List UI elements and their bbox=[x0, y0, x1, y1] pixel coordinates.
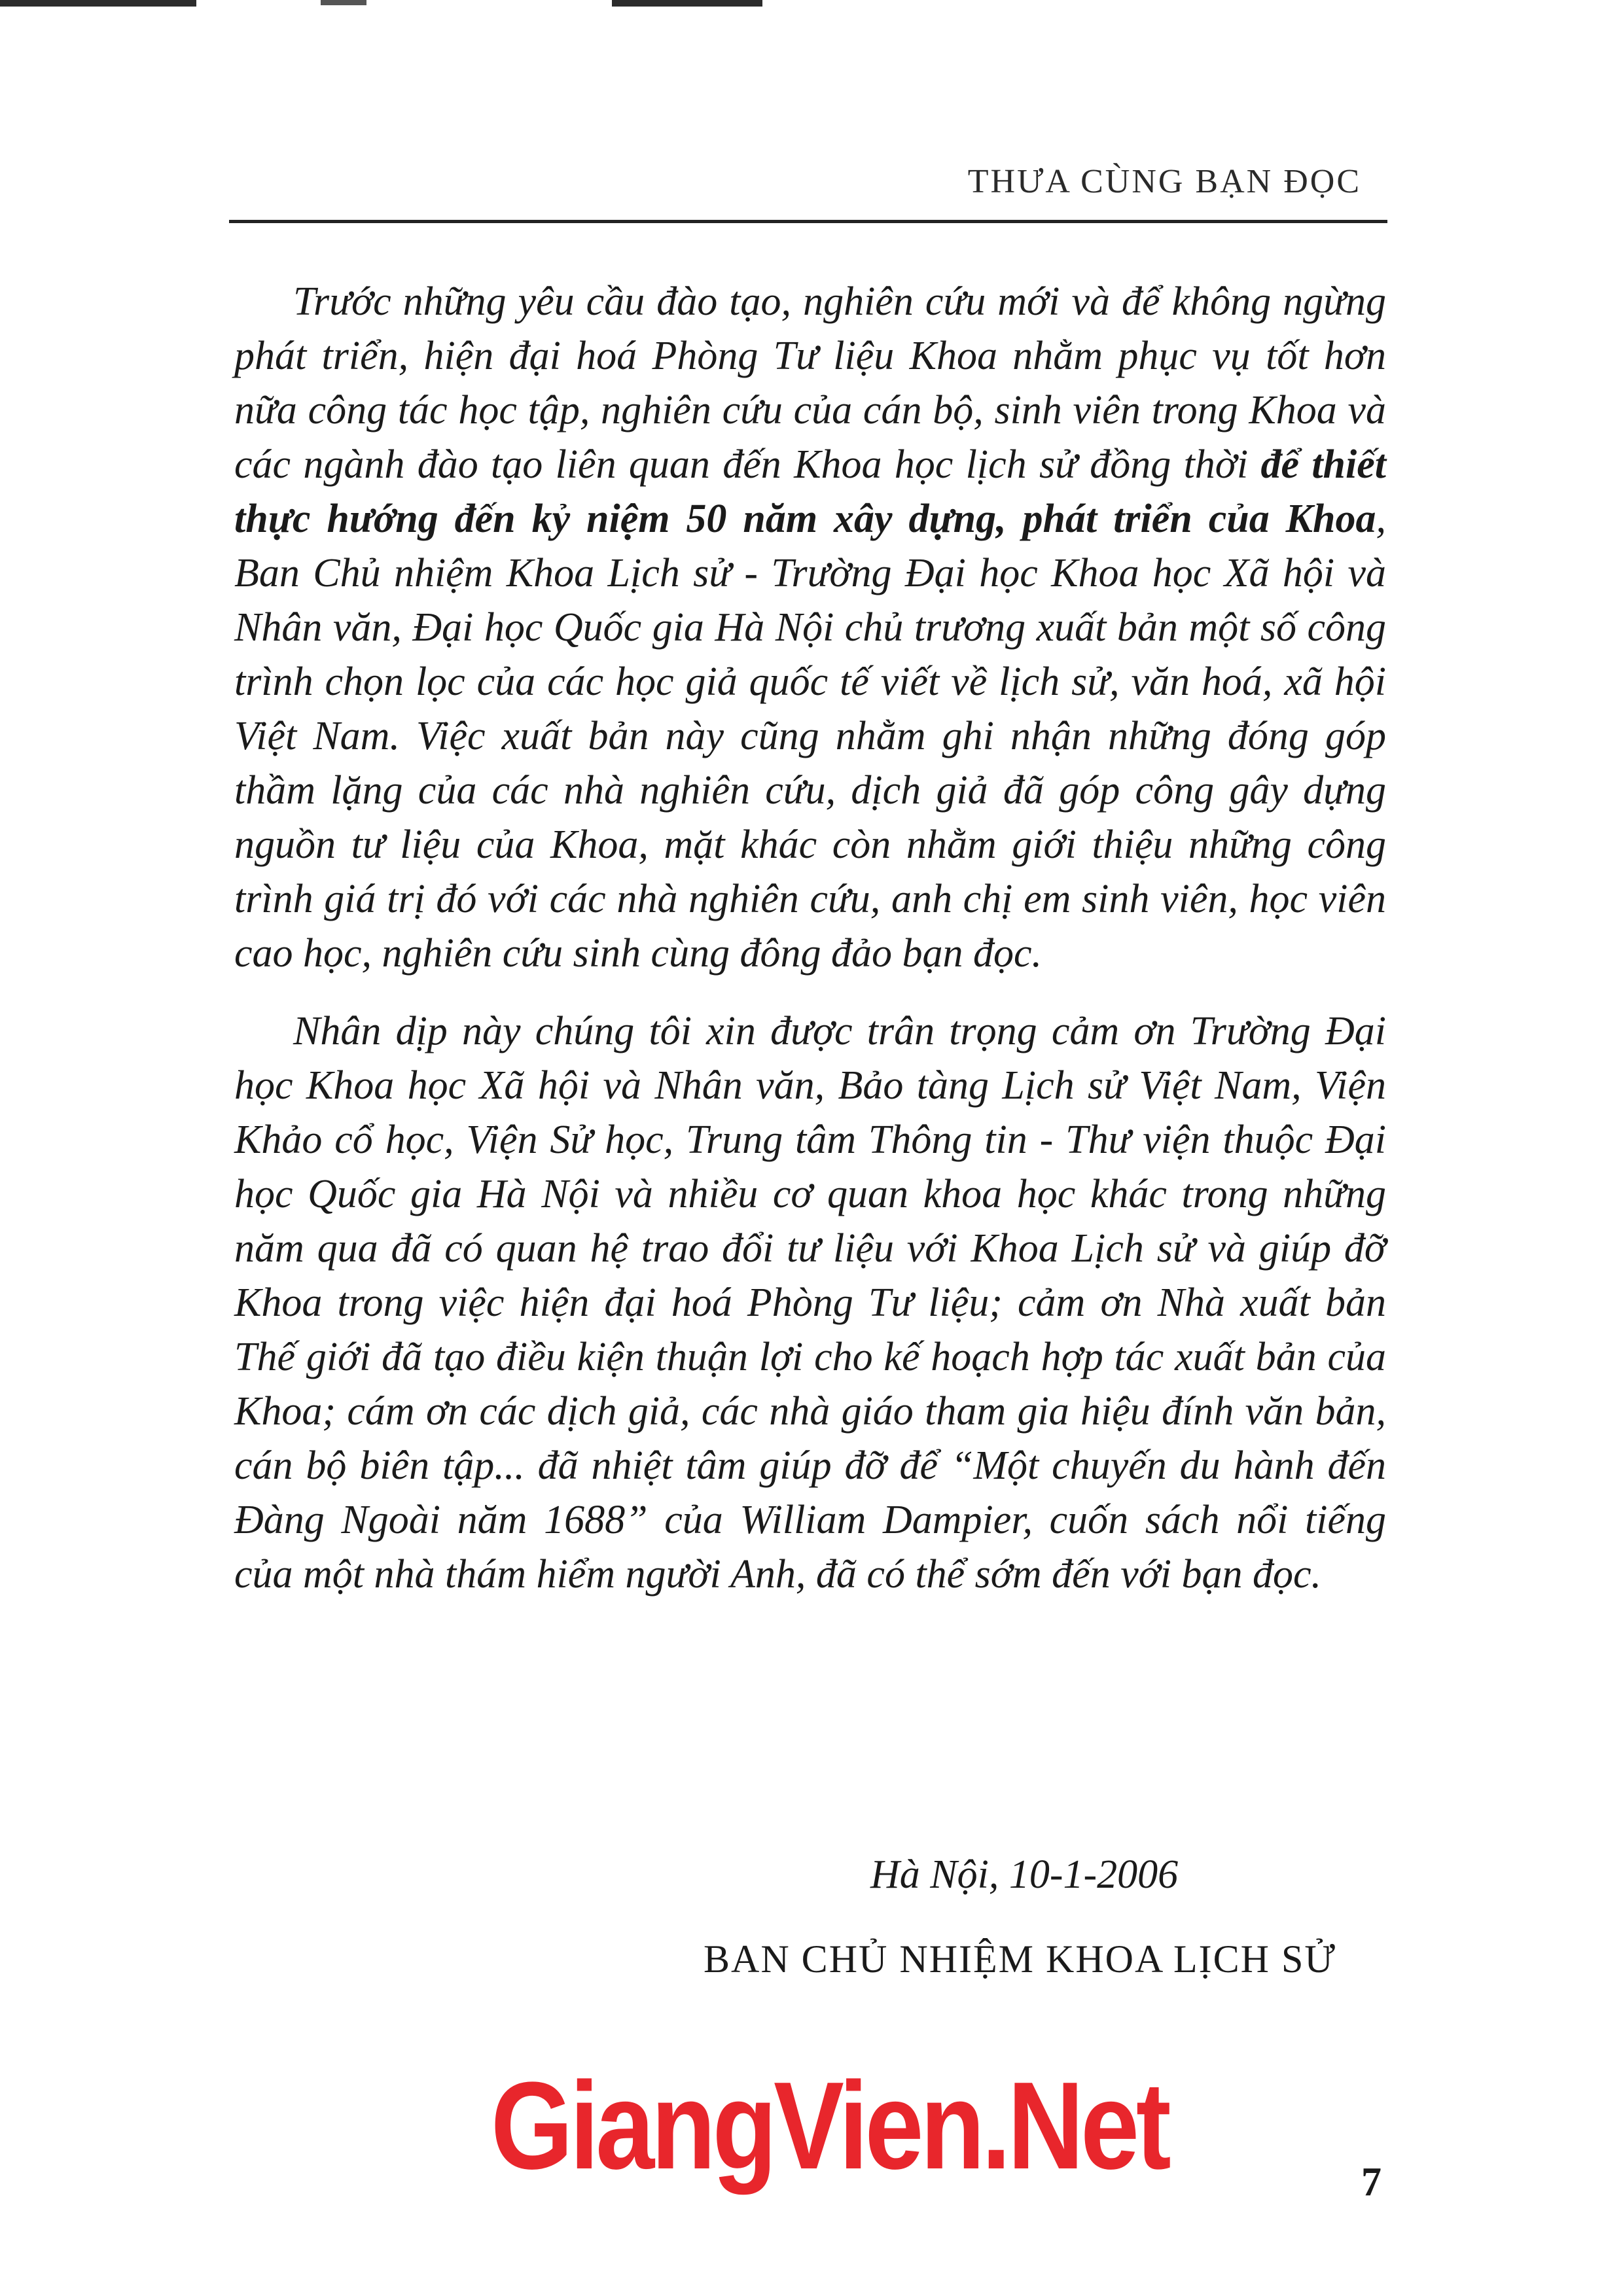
paragraph-1-part-2: , Ban Chủ nhiệm Khoa Lịch sử - Trường Đại học Khoa học Xã hội và Nhân văn, Đại học Quốc gia Hà Nội chủ trương xuất bản một số công trình chọn lọc của các học giả quốc tế viết về lịch sử, văn hoá, xã hội Việt Nam. Việc xuất bản này cũng nhằm ghi nhận những đóng góp thầm lặng của các nhà nghiên cứu, dịch giả đã góp công gây dựng nguồn tư liệu của Khoa, mặt khác còn nhằm giới thiệu những công trình giá trị đó với các nhà nghiên cứu, anh chị em sinh viên, học viên cao học, nghiên cứu sinh cùng đông đảo bạn đọc. bbox=[234, 497, 1386, 976]
paragraph-2: Nhân dịp này chúng tôi xin được trân trọng cảm ơn Trường Đại học Khoa học Xã hội và Nhân văn, Bảo tàng Lịch sử Việt Nam, Viện Khảo cổ học, Viện Sử học, Trung tâm Thông tin - Thư viện thuộc Đại học Quốc gia Hà Nội và nhiều cơ quan khoa học khác trong những năm qua đã có quan hệ trao đổi tư liệu với Khoa Lịch sử và giúp đỡ Khoa trong việc hiện đại hoá Phòng Tư liệu; cảm ơn Nhà xuất bản Thế giới đã tạo điều kiện thuận lợi cho kế hoạch hợp tác xuất bản của Khoa; cám ơn các dịch giả, các nhà giáo tham gia hiệu đính văn bản, cán bộ biên tập... đã nhiệt tâm giúp đỡ để “Một chuyến du hành đến Đàng Ngoài năm 1688” của William Dampier, cuốn sách nổi tiếng của một nhà thám hiểm người Anh, đã có thể sớm đến với bạn đọc. bbox=[234, 1009, 1386, 1597]
signature-place-date: Hà Nội, 10-1-2006 bbox=[870, 1852, 1179, 1897]
signature-organization: BAN CHỦ NHIỆM KHOA LỊCH SỬ bbox=[704, 1937, 1336, 1981]
scan-edge-mid bbox=[321, 0, 366, 5]
main-text bbox=[234, 275, 1386, 1602]
page-number: 7 bbox=[1361, 2160, 1382, 2204]
scan-edge-left bbox=[0, 0, 196, 7]
watermark-logo: GiangVien.Net bbox=[491, 2057, 1168, 2195]
scan-edge-right bbox=[612, 0, 762, 7]
header-rule bbox=[229, 220, 1387, 223]
paragraph-1-part-1: Trước những yêu cầu đào tạo, nghiên cứu mới và để không ngừng phát triển, hiện đại hoá Phòng Tư liệu Khoa nhằm phục vụ tốt hơn nữa công tác học tập, nghiên cứu của cán bộ, sinh viên trong Khoa và các ngành đào tạo liên quan đến Khoa học lịch sử đồng thời bbox=[234, 279, 1386, 487]
paragraph-1-emphasis: để thiết thực hướng đến kỷ niệm 50 năm xây dựng, phát triển của Khoa bbox=[234, 442, 1387, 541]
running-title: THƯA CÙNG BẠN ĐỌC bbox=[967, 163, 1361, 200]
paragraph-1 bbox=[234, 275, 1386, 981]
